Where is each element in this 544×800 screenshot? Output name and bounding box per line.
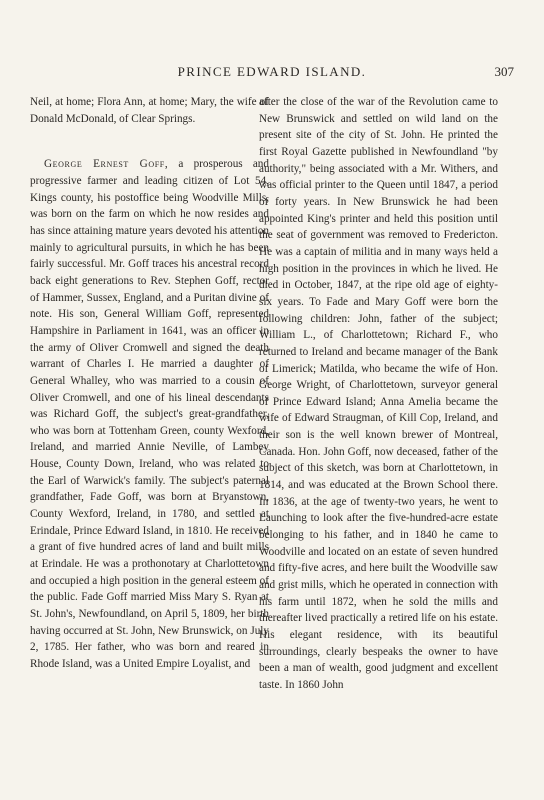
- subject-name: George Ernest Goff,: [44, 158, 169, 171]
- page-header: [0, 64, 544, 84]
- page-number: 307: [494, 64, 514, 79]
- right-column: [259, 94, 498, 694]
- left-column: [30, 94, 269, 673]
- continued-biography-paragraph: after the close of the war of the Revolution came to New Brunswick and settled on wild land on the present site of the city of St. John. He printed the first Royal Gazette published in Newfoundland "by authority," being associated with a Mr. Withers, and was official printer to the Queen until 1847, a period of forty years. In New Brunswick he had been appointed King's printer and held this position until the seat of government was removed to Fredericton. He was a captain of militia and in many ways held a high position in the provinces in which he lived. He died in October, 1847, at the ripe old age of eighty-six years. To Fade and Mary Goff were born the following children: John, father of the subject; William L., of Charlottetown; Richard F., who returned to Ireland and became manager of the Bank of Limerick; Matilda, who became the wife of Hon. George Wright, of Charlottetown, surveyor general of Prince Edward Island; Anna Amelia became the wife of Edward Straugman, of Kill Cop, Ireland, and their son is the well known brewer of Montreal, Canada. Hon. John Goff, now deceased, father of the subject of this sketch, was born at Charlottetown, in 1814, and was educated at the Brown School there. In 1836, at the age of twenty-two years, he went to Launching to look after the five-hundred-acre estate belonging to his father, and in 1840 he came to Woodville and located on an estate of seven hundred and fifty-five acres, and here built the Woodville saw and grist mills, which he operated in connection with his farm until 1872, when he sold the mills and thereafter lived practically a retired life on his estate. His elegant residence, with its beautiful surroundings, clearly bespeaks the owner to have been a man of wealth, good judgment and excellent taste. In 1860 John: [259, 96, 498, 691]
- continuation-paragraph: Neil, at home; Flora Ann, at home; Mary, the wife of Donald McDonald, of Clear Springs.: [30, 96, 269, 125]
- biography-paragraph: [30, 156, 269, 672]
- running-title: PRINCE EDWARD ISLAND.: [177, 64, 367, 79]
- biography-text: a prosperous and progressive farmer and leading citizen of Lot 54, Kings county, his postoffice being Woodville Mills, was born on the farm on which he now resides and has since attaining mature years devoted his attention mainly to agricultural pursuits, in which he has been fairly successful. Mr. Goff traces his ancestral record back eight generations to Rev. Stephen Goff, rector of Hammer, Sussex, England, and a Puritan divine of note. His son, General William Goff, represented Hampshire in Parliament in 1641, was an officer in the army of Oliver Cromwell and signed the death warrant of Charles I. He married a daughter of General Whalley, who was married to a cousin of Oliver Cromwell, and one of his lineal descendants was Richard Goff, the subject's great-grandfather, who was born at Tottenham Green, county Wexford, Ireland, and married Annie Neville, of Lambey House, County Down, Ireland, who was related to the Earl of Warwick's family. The subject's paternal grandfather, Fade Goff, was born at Bryanstown, County Wexford, Ireland, in 1780, and settled at Erindale, Prince Edward Island, in 1810. He received a grant of five hundred acres of land and built mills at Erindale. He was a prothonotary at Charlottetown and occupied a high position in the general esteem of the public. Fade Goff married Miss Mary S. Ryan at St. John's, Newfoundland, on April 5, 1809, her birth having occurred at St. John, New Brunswick, on July 2, 1785. Her father, who was born and reared in Rhode Island, was a United Empire Loyalist, and: [30, 158, 269, 670]
